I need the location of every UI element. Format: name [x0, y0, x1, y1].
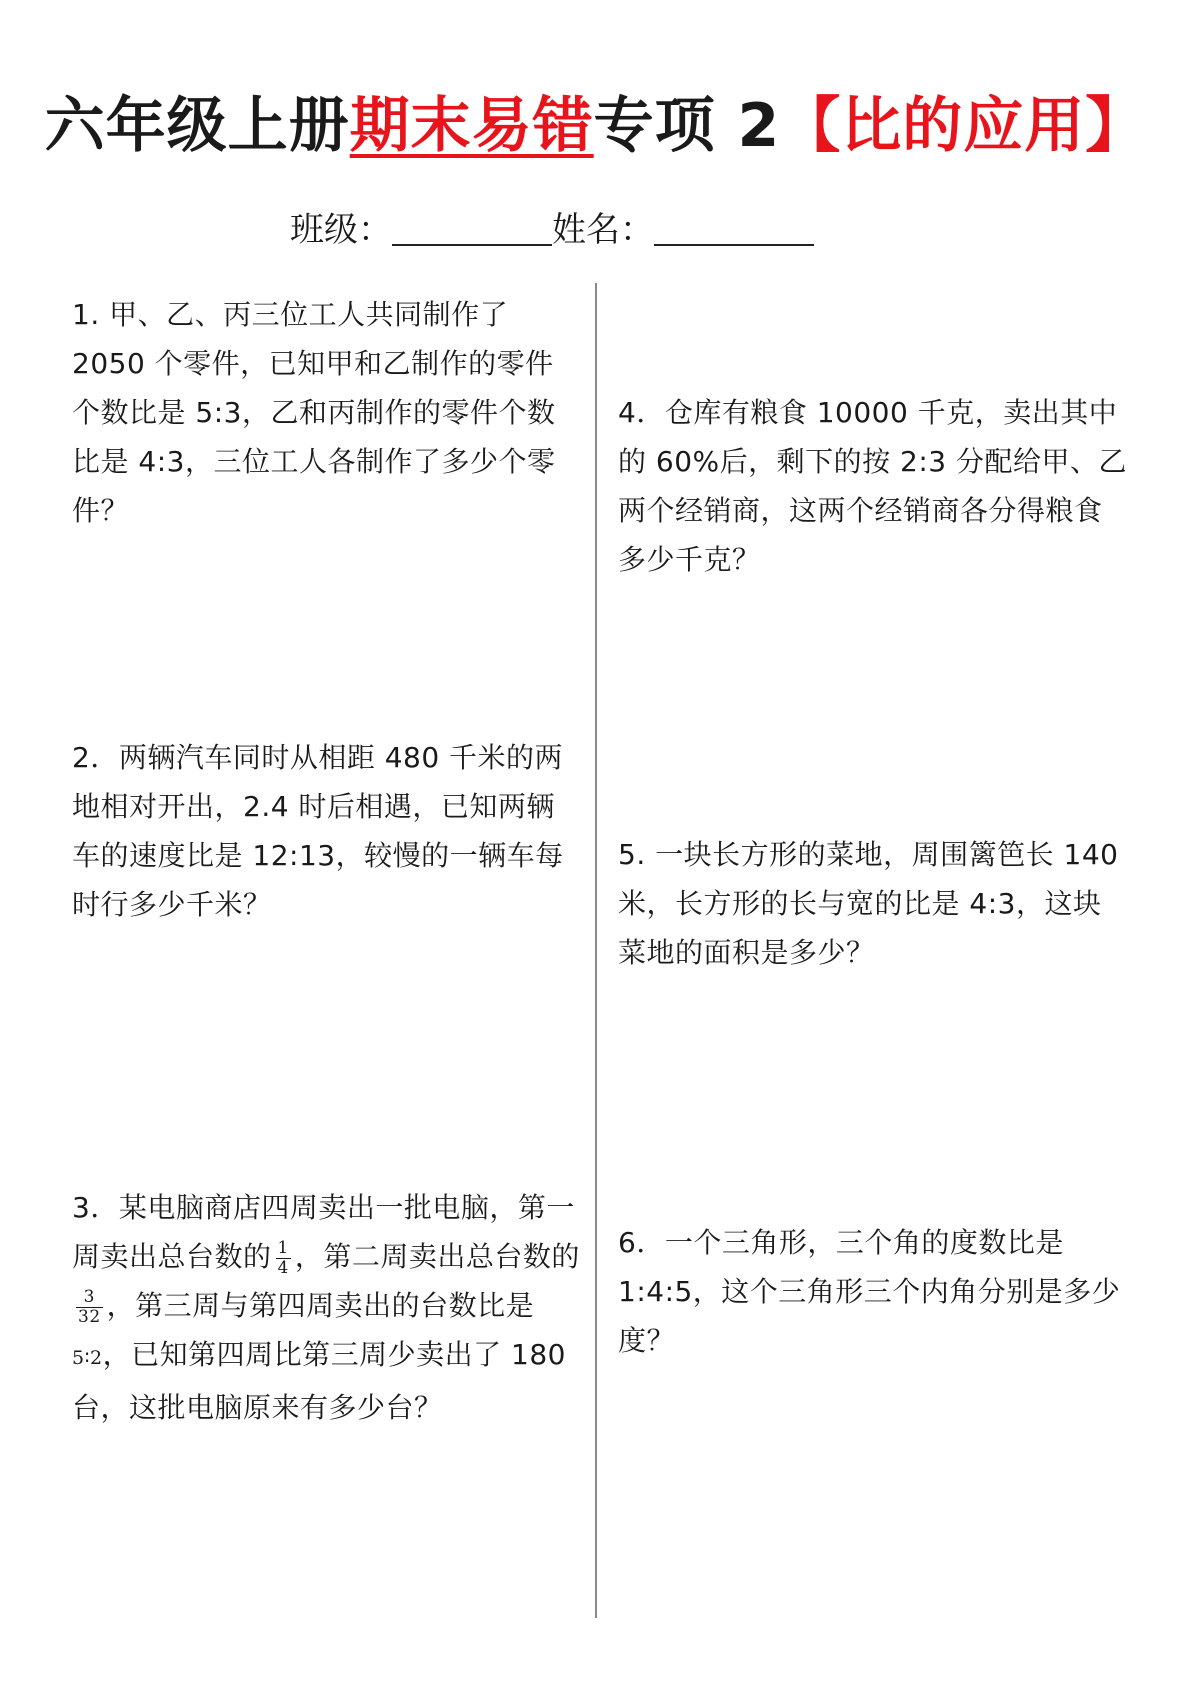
name-label: 姓名：	[552, 210, 654, 250]
fraction-numerator: 1	[277, 1237, 289, 1258]
question-1: 1. 甲、乙、丙三位工人共同制作了 2050 个零件，已知甲和乙制作的零件个数比是 5:3，乙和丙制作的零件个数比是 4:3，三位工人各制作了多少个零件？	[72, 298, 556, 527]
title-highlight: 期末易错	[349, 91, 594, 161]
question-2: 2．两辆汽车同时从相距 480 千米的两地相对开出，2.4 时后相遇，已知两辆车的速度比是 12:13，较慢的一辆车每时行多少千米？	[72, 741, 564, 921]
question-6: 6．一个三角形，三个角的度数比是 1:4:5，这个三角形三个内角分别是多少度？	[618, 1226, 1121, 1357]
student-info-row	[290, 200, 814, 260]
question-3-text-a: 3．某电脑商店四周卖出一批电脑，第一周卖出总台数的	[72, 1191, 575, 1273]
ratio-five-two: 5∶2	[72, 1347, 103, 1369]
class-blank[interactable]	[392, 200, 552, 246]
fraction-one-quarter	[276, 1239, 291, 1278]
question-3-text-d: ，已知第四周比第三周少卖出了 180 台，这批电脑原来有多少台？	[72, 1338, 566, 1424]
fraction-denominator: 32	[78, 1306, 101, 1327]
question-5: 5. 一块长方形的菜地，周围篱笆长 140 米，长方形的长与宽的比是 4:3，这块菜地的面积是多少？	[618, 838, 1119, 969]
question-3-text-c: ，第三周与第四周卖出的台数比是	[106, 1289, 535, 1322]
question-3	[72, 1183, 582, 1432]
name-blank[interactable]	[654, 200, 814, 246]
question-3-text-b: ，第二周卖出总台数的	[294, 1240, 580, 1273]
title-subject: 【比的应用】	[780, 91, 1147, 161]
column-divider	[595, 283, 597, 1618]
fraction-numerator: 3	[76, 1288, 103, 1308]
title-topic: 专项 2	[593, 91, 781, 161]
title-grade: 六年级上册	[44, 91, 350, 161]
page-title	[0, 86, 1191, 166]
fraction-denominator: 4	[277, 1257, 289, 1278]
fraction-three-thirtyseconds	[76, 1288, 103, 1327]
class-label: 班级：	[290, 210, 392, 250]
question-4: 4．仓库有粮食 10000 千克，卖出其中的 60%后，剩下的按 2:3 分配给甲、乙两个经销商，这两个经销商各分得粮食多少千克？	[618, 396, 1127, 576]
